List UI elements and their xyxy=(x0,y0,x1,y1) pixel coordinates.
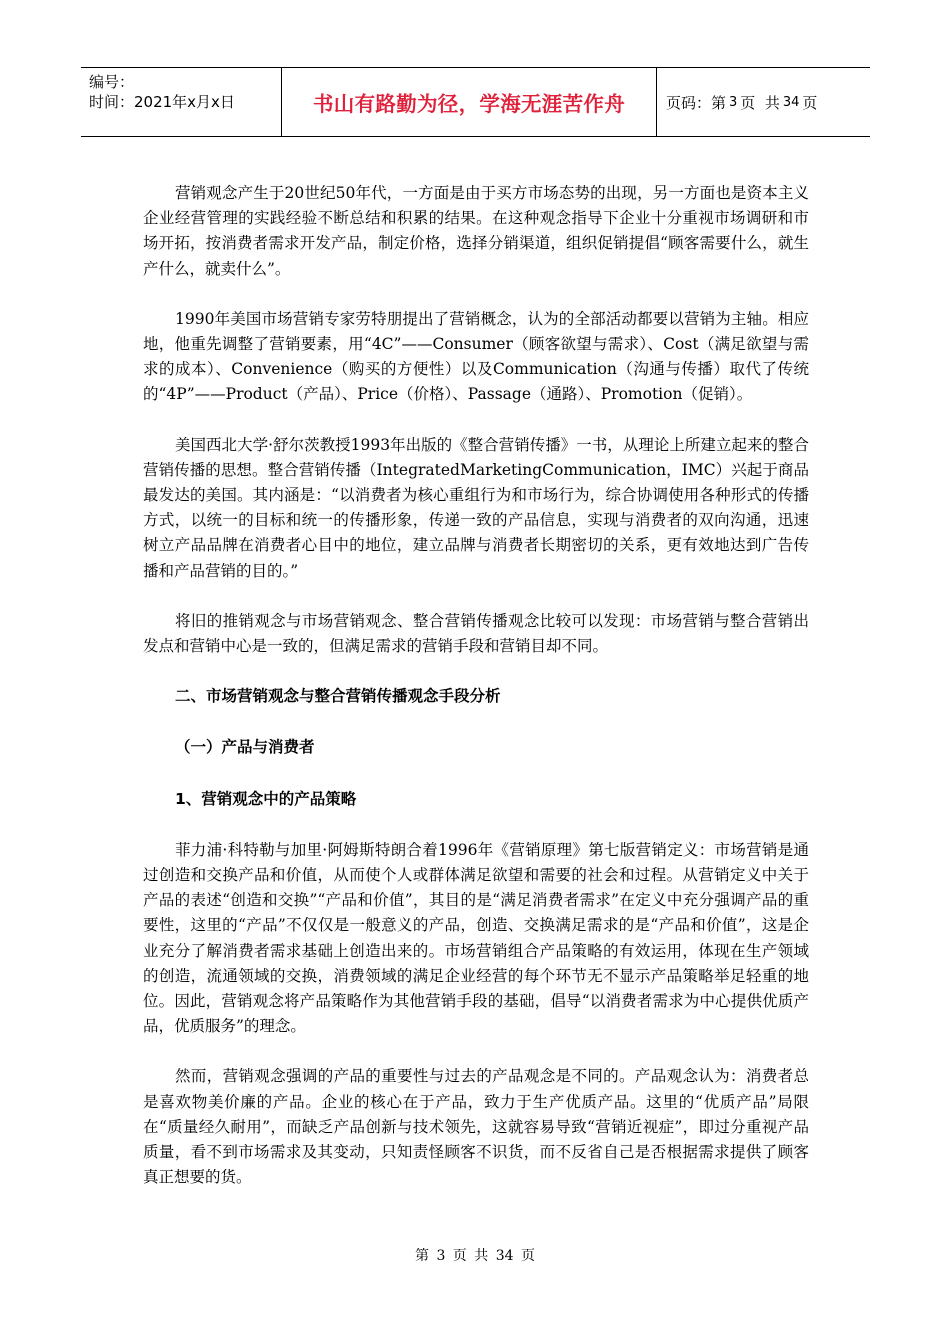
paragraph-5: 菲力浦·科特勒与加里·阿姆斯特朗合着1996年《营销原理》第七版营销定义：市场营销是通过创造和交换产品和价值，从而使个人或群体满足欲望和需要的社会和过程。从营销定义中关于产品的表述“创造和交换”“产品和价值”，其目的是“满足消费者需求”在定义中充分强调产品的重要性，这里的“产品”不仅仅是一般意义的产品，创造、交换满足需求的是“产品和价值”，这是企业充分了解消费者需求基础上创造出来的。市场营销组合产品策略的有效运用，体现在生产领域的创造，流通领域的交换，消费领域的满足企业经营的每个环节无不显示产品策略举足轻重的地位。因此，营销观念将产品策略作为其他营销手段的基础，倡导“以消费者需求为中心提供优质产品，优质服务”的理念。 xyxy=(143,840,809,1036)
page-header xyxy=(81,67,870,137)
section-heading: 二、市场营销观念与整合营销传播观念手段分析 xyxy=(175,687,501,706)
paragraph-3: 美国西北大学·舒尔茨教授1993年出版的《整合营销传播》一书，从理论上所建立起来的整合营销传播的思想。整合营销传播（IntegratedMarketingCommunication，IMC）兴起于商品最发达的美国。其内涵是：“以消费者为核心重组行为和市场行为，综合协调使用各种形式的传播方式，以统一的目标和统一的传播形象，传递一致的产品信息，实现与消费者的双向沟通，迅速树立产品品牌在消费者心目中的地位，建立品牌与消费者长期密切的关系，更有效地达到广告传播和产品营销的目的。” xyxy=(143,435,809,580)
serial-label: 编号： xyxy=(89,73,135,91)
page-middle: 页 共 xyxy=(740,93,780,112)
page-footer: 第 3 页 共 34 页 xyxy=(415,1248,535,1264)
time-label: 时间：2021年x月x日 xyxy=(89,93,235,111)
header-motto: 书山有路勤为径，学海无涯苦作舟 xyxy=(282,68,657,136)
header-meta xyxy=(81,68,282,136)
paragraph-1: 营销观念产生于20世纪50年代，一方面是由于买方市场态势的出现，另一方面也是资本主义企业经营管理的实践经验不断总结和积累的结果。在这种观念指导下企业十分重视市场调研和市场开拓，按消费者需求开发产品，制定价格，选择分销渠道，组织促销提倡“顾客需要什么，就生产什么，就卖什么”。 xyxy=(143,184,809,278)
page-total: 34 xyxy=(782,94,800,110)
paragraph-2: 1990年美国市场营销专家劳特朋提出了营销概念，认为的全部活动都要以营销为主轴。相应地，他重先调整了营销要素，用“4C”——Consumer（顾客欲望与需求）、Cost（满足欲望与需求的成本）、Convenience（购买的方便性）以及Communication（沟通与传播）取代了传统的“4P”——Product（产品）、Price（价格）、Passage（通路）、Promotion（促销）。 xyxy=(143,309,809,404)
paragraph-4: 将旧的推销观念与市场营销观念、整合营销传播观念比较可以发现：市场营销与整合营销出发点和营销中心是一致的，但满足需求的营销手段和营销目却不同。 xyxy=(143,611,809,656)
paragraph-6: 然而，营销观念强调的产品的重要性与过去的产品观念是不同的。产品观念认为：消费者总是喜欢物美价廉的产品。企业的核心在于产品，致力于生产优质产品。这里的“优质产品”局限在“质量经久耐用”，而缺乏产品创新与技术领先，这就容易导致“营销近视症”，即过分重视产品质量，看不到市场需求及其变动，只知责怪顾客不识货，而不反省自己是否根据需求提供了顾客真正想要的货。 xyxy=(143,1067,809,1187)
page-prefix: 页码：第 xyxy=(666,93,727,112)
document-body xyxy=(143,181,809,1216)
page-suffix: 页 xyxy=(802,93,818,112)
subsection-heading: （一）产品与消费者 xyxy=(175,738,315,757)
page-current: 3 xyxy=(729,94,738,110)
header-page-number xyxy=(657,68,870,136)
subsubsection-heading: 1、营销观念中的产品策略 xyxy=(175,789,357,808)
